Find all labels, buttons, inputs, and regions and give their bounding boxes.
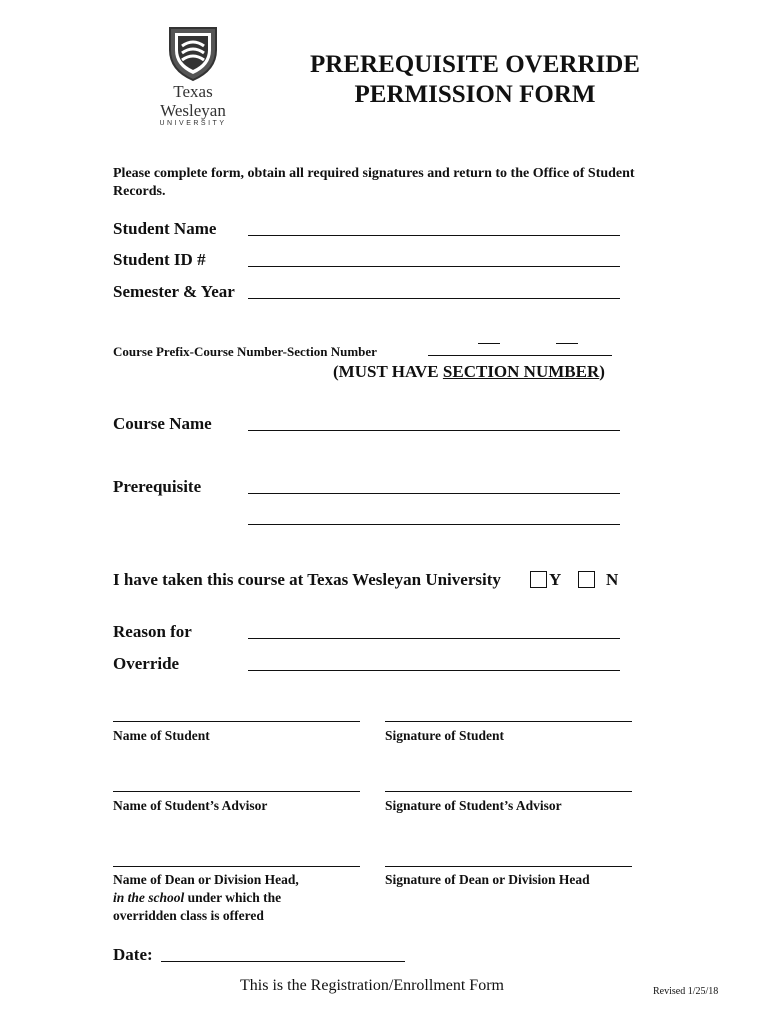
revision-date: Revised 1/25/18 <box>653 986 719 997</box>
prerequisite-label: Prerequisite <box>113 477 202 496</box>
semester-year-line[interactable] <box>248 298 620 299</box>
course-prefix-line[interactable] <box>428 355 612 356</box>
form-title <box>290 50 660 110</box>
must-have-note-suffix: ) <box>599 362 605 381</box>
form-title-line1: PREREQUISITE OVERRIDE <box>310 51 640 78</box>
must-have-section-note <box>333 362 605 382</box>
form-title-line2: PERMISSION FORM <box>354 81 596 108</box>
logo-text-university: UNIVERSITY <box>159 120 227 127</box>
date-label: Date: <box>113 945 153 964</box>
student-name-label: Student Name <box>113 219 217 238</box>
course-prefix-label: Course Prefix-Course Number-Section Number <box>113 344 377 359</box>
no-label: N <box>606 570 619 589</box>
course-name-line[interactable] <box>248 430 620 431</box>
university-logo <box>148 26 238 136</box>
reason-label-line2: Override <box>113 654 180 673</box>
reason-line-1[interactable] <box>248 638 620 639</box>
yes-checkbox[interactable] <box>530 571 547 588</box>
shield-crest-icon <box>148 26 238 82</box>
student-id-label: Student ID # <box>113 250 206 269</box>
prerequisite-line-2[interactable] <box>248 524 620 525</box>
name-of-dean-line[interactable] <box>113 866 360 867</box>
name-of-dean-label-line3: overridden class is offered <box>113 908 264 923</box>
student-id-line[interactable] <box>248 266 620 267</box>
must-have-note-prefix: (MUST HAVE <box>333 362 443 381</box>
student-name-line[interactable] <box>248 235 620 236</box>
name-of-dean-label-italic: in the school <box>113 890 185 905</box>
name-of-dean-label-line2 <box>113 889 373 907</box>
name-of-dean-label <box>113 871 373 925</box>
reason-label-line1: Reason for <box>113 622 192 641</box>
section-number-separator-mark <box>556 343 578 344</box>
must-have-note-underlined: SECTION NUMBER <box>442 362 600 381</box>
logo-text-texas: Texas <box>173 82 213 101</box>
signature-of-dean-label: Signature of Dean or Division Head <box>385 872 590 887</box>
logo-text-wesleyan: Wesleyan <box>160 101 226 120</box>
signature-of-advisor-label: Signature of Student’s Advisor <box>385 798 562 813</box>
name-of-dean-label-line1: Name of Dean or Division Head, <box>113 872 299 887</box>
prerequisite-line-1[interactable] <box>248 493 620 494</box>
name-of-student-line[interactable] <box>113 721 360 722</box>
date-line[interactable] <box>161 961 405 962</box>
signature-of-student-label: Signature of Student <box>385 728 505 743</box>
instructions-text: Please complete form, obtain all required signatures and return to the Office of Student Records. <box>113 166 635 199</box>
semester-year-label: Semester & Year <box>113 282 235 301</box>
name-of-dean-label-line2-rest: under which the <box>184 890 282 905</box>
course-number-separator-mark <box>478 343 500 344</box>
reason-line-2[interactable] <box>248 670 620 671</box>
name-of-advisor-line[interactable] <box>113 791 360 792</box>
signature-of-advisor-line[interactable] <box>385 791 632 792</box>
footer-note: This is the Registration/Enrollment Form <box>240 977 504 994</box>
signature-of-student-line[interactable] <box>385 721 632 722</box>
signature-of-dean-line[interactable] <box>385 866 632 867</box>
no-checkbox[interactable] <box>578 571 595 588</box>
yes-label: Y <box>549 570 562 589</box>
name-of-advisor-label: Name of Student’s Advisor <box>113 798 268 813</box>
taken-course-question: I have taken this course at Texas Wesleyan University <box>113 570 501 589</box>
course-name-label: Course Name <box>113 414 212 433</box>
name-of-student-label: Name of Student <box>113 728 210 743</box>
